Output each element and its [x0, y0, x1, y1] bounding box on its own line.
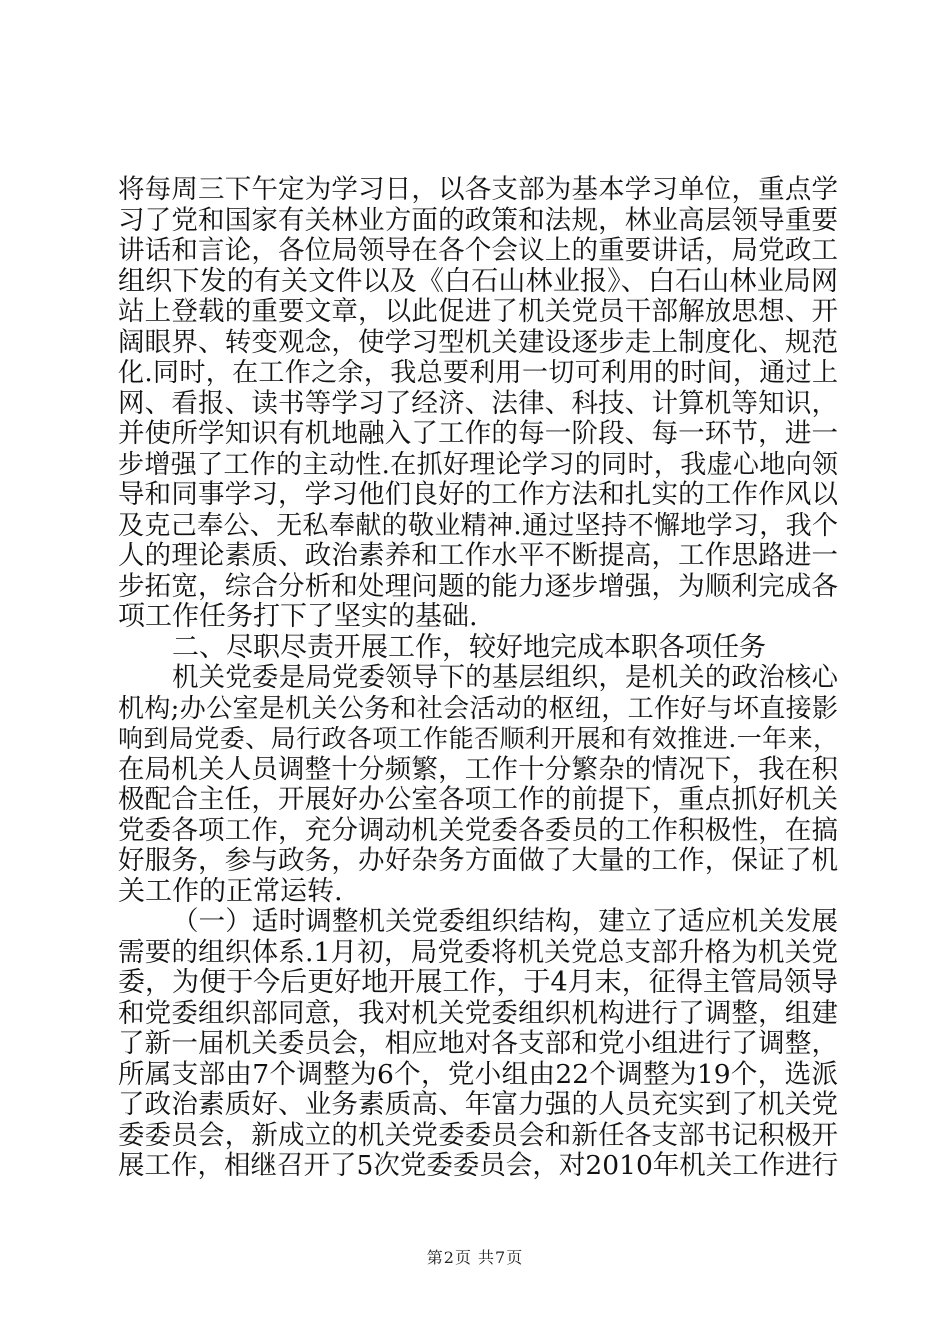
text-line: 步增强了工作的主动性.在抓好理论学习的同时，我虚心地向领: [118, 449, 838, 480]
text-line: 在局机关人员调整十分频繁，工作十分繁杂的情况下，我在积: [118, 753, 838, 785]
text-line: 将每周三下午定为学习日，以各支部为基本学习单位，重点学: [118, 174, 838, 205]
text-line: 步拓宽，综合分析和处理问题的能力逐步增强，为顺利完成各: [118, 570, 838, 602]
subsection-heading: （一）适时调整机关党委组织结构，建立了适应机关发展: [172, 906, 838, 937]
text-line: 极配合主任，开展好办公室各项工作的前提下，重点抓好机关: [118, 784, 838, 815]
text-line: 好服务，参与政务，办好杂务方面做了大量的工作，保证了机: [118, 845, 838, 876]
text-line: 项工作任务打下了坚实的基础.: [118, 601, 478, 632]
text-line: 和党委组织部同意，我对机关党委组织机构进行了调整，组建: [118, 997, 838, 1029]
text-line: 及克己奉公、无私奉献的敬业精神.通过坚持不懈地学习，我个: [118, 510, 838, 541]
text-line: 关工作的正常运转.: [118, 875, 343, 907]
text-line: 了新一届机关委员会，相应地对各支部和党小组进行了调整，: [118, 1028, 838, 1059]
document-body: [118, 175, 838, 1182]
text-line: 组织下发的有关文件以及《白石山林业报》、白石山林业局网: [118, 265, 838, 297]
paragraph-first-line: 机关党委是局党委领导下的基层组织，是机关的政治核心: [172, 662, 838, 693]
page-number-footer: 第2页 共7页: [426, 1248, 524, 1267]
text-line: 导和同事学习，学习他们良好的工作方法和扎实的工作作风以: [118, 479, 838, 510]
text-line: 站上登载的重要文章，以此促进了机关党员干部解放思想、开: [118, 296, 838, 327]
text-line: 机构;办公室是机关公务和社会活动的枢纽，工作好与坏直接影: [118, 693, 838, 724]
text-line: 需要的组织体系.1月初，局党委将机关党总支部升格为机关党: [118, 936, 838, 968]
text-line: 响到局党委、局行政各项工作能否顺利开展和有效推进.一年来，: [118, 724, 838, 753]
text-line: 习了党和国家有关林业方面的政策和法规，林业高层领导重要: [118, 204, 838, 236]
text-line: 所属支部由7个调整为6个，党小组由22个调整为19个，选派: [118, 1058, 838, 1090]
text-line: 委，为便于今后更好地开展工作，于4月末，征得主管局领导: [118, 967, 838, 998]
text-line: 人的理论素质、政治素养和工作水平不断提高，工作思路进一: [118, 540, 838, 571]
text-line: 了政治素质好、业务素质高、年富力强的人员充实到了机关党: [118, 1089, 838, 1120]
text-line: 党委各项工作，充分调动机关党委各委员的工作积极性，在搞: [118, 814, 838, 846]
text-line: 讲话和言论，各位局领导在各个会议上的重要讲话，局党政工: [118, 235, 838, 266]
text-line: 化.同时，在工作之余，我总要利用一切可利用的时间，通过上: [118, 358, 838, 388]
text-line: 展工作，相继召开了5次党委委员会，对2010年机关工作进行: [118, 1150, 839, 1181]
section-heading: 二、尽职尽责开展工作，较好地完成本职各项任务: [172, 631, 766, 663]
text-line: 网、看报、读书等学习了经济、法律、科技、计算机等知识，: [118, 387, 838, 419]
text-line: 阔眼界、转变观念，使学习型机关建设逐步走上制度化、规范: [118, 326, 838, 358]
text-line: 并使所学知识有机地融入了工作的每一阶段、每一环节，进一: [118, 418, 838, 449]
text-line: 委委员会，新成立的机关党委委员会和新任各支部书记积极开: [118, 1119, 838, 1151]
